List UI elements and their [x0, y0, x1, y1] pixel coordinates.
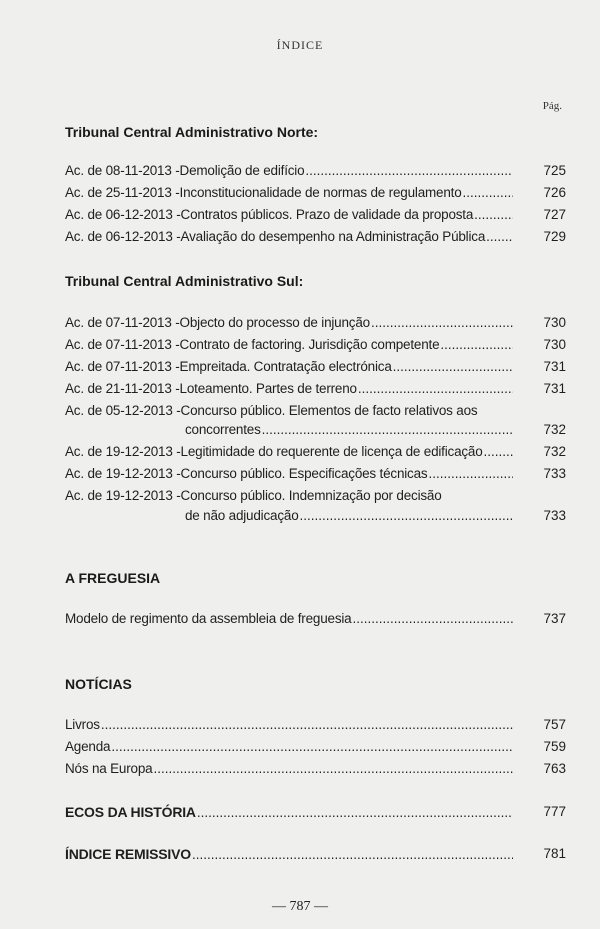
entry-page: 732 [543, 444, 566, 459]
entry-title: Concurso público. Elementos de facto relativos aos [180, 403, 478, 418]
entry-title-continuation: concorrentes [185, 422, 261, 437]
section-heading-a-freguesia: A FREGUESIA [65, 570, 161, 586]
entry-page: 733 [543, 466, 566, 481]
entry-page: 757 [543, 717, 566, 732]
toc-entry[interactable] [65, 760, 515, 778]
entry-page: 777 [543, 804, 566, 819]
entry-page: 732 [543, 422, 566, 437]
leader-dots [192, 846, 513, 864]
leader-dots [101, 716, 513, 734]
toc-entry[interactable] [65, 184, 515, 202]
toc-entry[interactable] [65, 206, 515, 224]
toc-entry[interactable] [65, 610, 515, 628]
toc-entry[interactable] [65, 465, 515, 483]
entry-title: Contratos públicos. Prazo de validade da proposta [180, 207, 474, 222]
entry-title: Avaliação do desempenho na Administração Pública [180, 229, 486, 244]
section-heading-noticias: NOTÍCIAS [65, 676, 132, 692]
entry-title: Contrato de factoring. Jurisdição competente [179, 337, 440, 352]
entry-date: Ac. de 07-11-2013 - [65, 359, 180, 374]
toc-entry[interactable] [65, 228, 515, 246]
entry-page: 730 [543, 337, 566, 352]
leader-dots [111, 738, 513, 756]
section-heading-tca-norte: Tribunal Central Administrativo Norte: [65, 124, 319, 140]
toc-entry[interactable] [65, 738, 515, 756]
leader-dots [486, 228, 513, 246]
entry-date: Ac. de 21-11-2013 - [65, 381, 180, 396]
entry-title: Modelo de regimento da assembleia de freguesia [65, 611, 352, 626]
toc-entry[interactable] [65, 487, 515, 505]
toc-entry-indice-remissivo[interactable] [65, 845, 515, 863]
leader-dots [358, 380, 513, 398]
leader-dots [197, 804, 513, 822]
entry-date: Ac. de 07-11-2013 - [65, 337, 180, 352]
leader-dots [352, 610, 513, 628]
entry-page: 731 [543, 359, 566, 374]
entry-title: Empreitada. Contratação electrónica [179, 359, 392, 374]
entry-page: 733 [543, 508, 566, 523]
entry-title: Inconstitucionalidade de normas de regulamento [179, 185, 462, 200]
toc-entry[interactable] [65, 716, 515, 734]
entry-page: 730 [543, 315, 566, 330]
entry-date: Ac. de 06-12-2013 - [65, 207, 181, 222]
entry-date: Ac. de 19-12-2013 - [65, 488, 181, 503]
entry-title: Legitimidade do requerente de licença de edificação [180, 444, 483, 459]
entry-page: 781 [543, 846, 566, 861]
entry-title: Nós na Europa [65, 761, 153, 776]
entry-date: Ac. de 05-12-2013 - [65, 403, 181, 418]
leader-dots [305, 162, 513, 180]
entry-page: 725 [543, 163, 566, 178]
entry-page: 759 [543, 739, 566, 754]
toc-entry[interactable] [65, 336, 515, 354]
toc-entry[interactable] [65, 314, 515, 332]
entry-page: 726 [543, 185, 566, 200]
entry-date: Ac. de 06-12-2013 - [65, 229, 181, 244]
entry-page: 731 [543, 381, 566, 396]
leader-dots [371, 314, 513, 332]
toc-entry[interactable] [65, 380, 515, 398]
entry-date: Ac. de 25-11-2013 - [65, 185, 180, 200]
running-head: ÍNDICE [276, 38, 324, 52]
entry-title: Demolição de edifício [179, 163, 305, 178]
toc-entry[interactable] [65, 358, 515, 376]
entry-page: 729 [543, 229, 566, 244]
entry-date: Ac. de 08-11-2013 - [65, 163, 180, 178]
toc-entry[interactable] [65, 402, 515, 420]
entry-title: ECOS DA HISTÓRIA [65, 804, 196, 820]
toc-entry[interactable] [65, 443, 515, 461]
page-number-footer: — 787 — [272, 899, 328, 914]
entry-title: Livros [65, 717, 100, 732]
entry-title-continuation: de não adjudicação [185, 508, 299, 523]
leader-dots [440, 336, 513, 354]
leader-dots [393, 358, 513, 376]
leader-dots [463, 184, 513, 202]
entry-title: Agenda [65, 739, 111, 754]
leader-dots [300, 507, 514, 525]
toc-entry-ecos-da-historia[interactable] [65, 803, 515, 821]
entry-page: 763 [543, 761, 566, 776]
entry-title: Concurso público. Indemnização por decisão [180, 488, 442, 503]
toc-entry-continuation[interactable] [65, 421, 515, 439]
leader-dots [484, 443, 513, 461]
page-column-label: Pág. [542, 100, 562, 112]
entry-title: Loteamento. Partes de terreno [179, 381, 357, 396]
entry-date: Ac. de 19-12-2013 - [65, 466, 181, 481]
entry-page: 727 [543, 207, 566, 222]
leader-dots [153, 760, 513, 778]
entry-date: Ac. de 19-12-2013 - [65, 444, 181, 459]
toc-entry-continuation[interactable] [65, 507, 515, 525]
entry-date: Ac. de 07-11-2013 - [65, 315, 180, 330]
section-heading-tca-sul: Tribunal Central Administrativo Sul: [65, 273, 304, 289]
leader-dots [262, 421, 513, 439]
leader-dots [428, 465, 513, 483]
entry-title: Objecto do processo de injunção [179, 315, 370, 330]
entry-title: Concurso público. Especificações técnicas [180, 466, 428, 481]
entry-page: 737 [543, 611, 566, 626]
entry-title: ÍNDICE REMISSIVO [65, 846, 191, 862]
toc-entry[interactable] [65, 162, 515, 180]
leader-dots [474, 206, 513, 224]
